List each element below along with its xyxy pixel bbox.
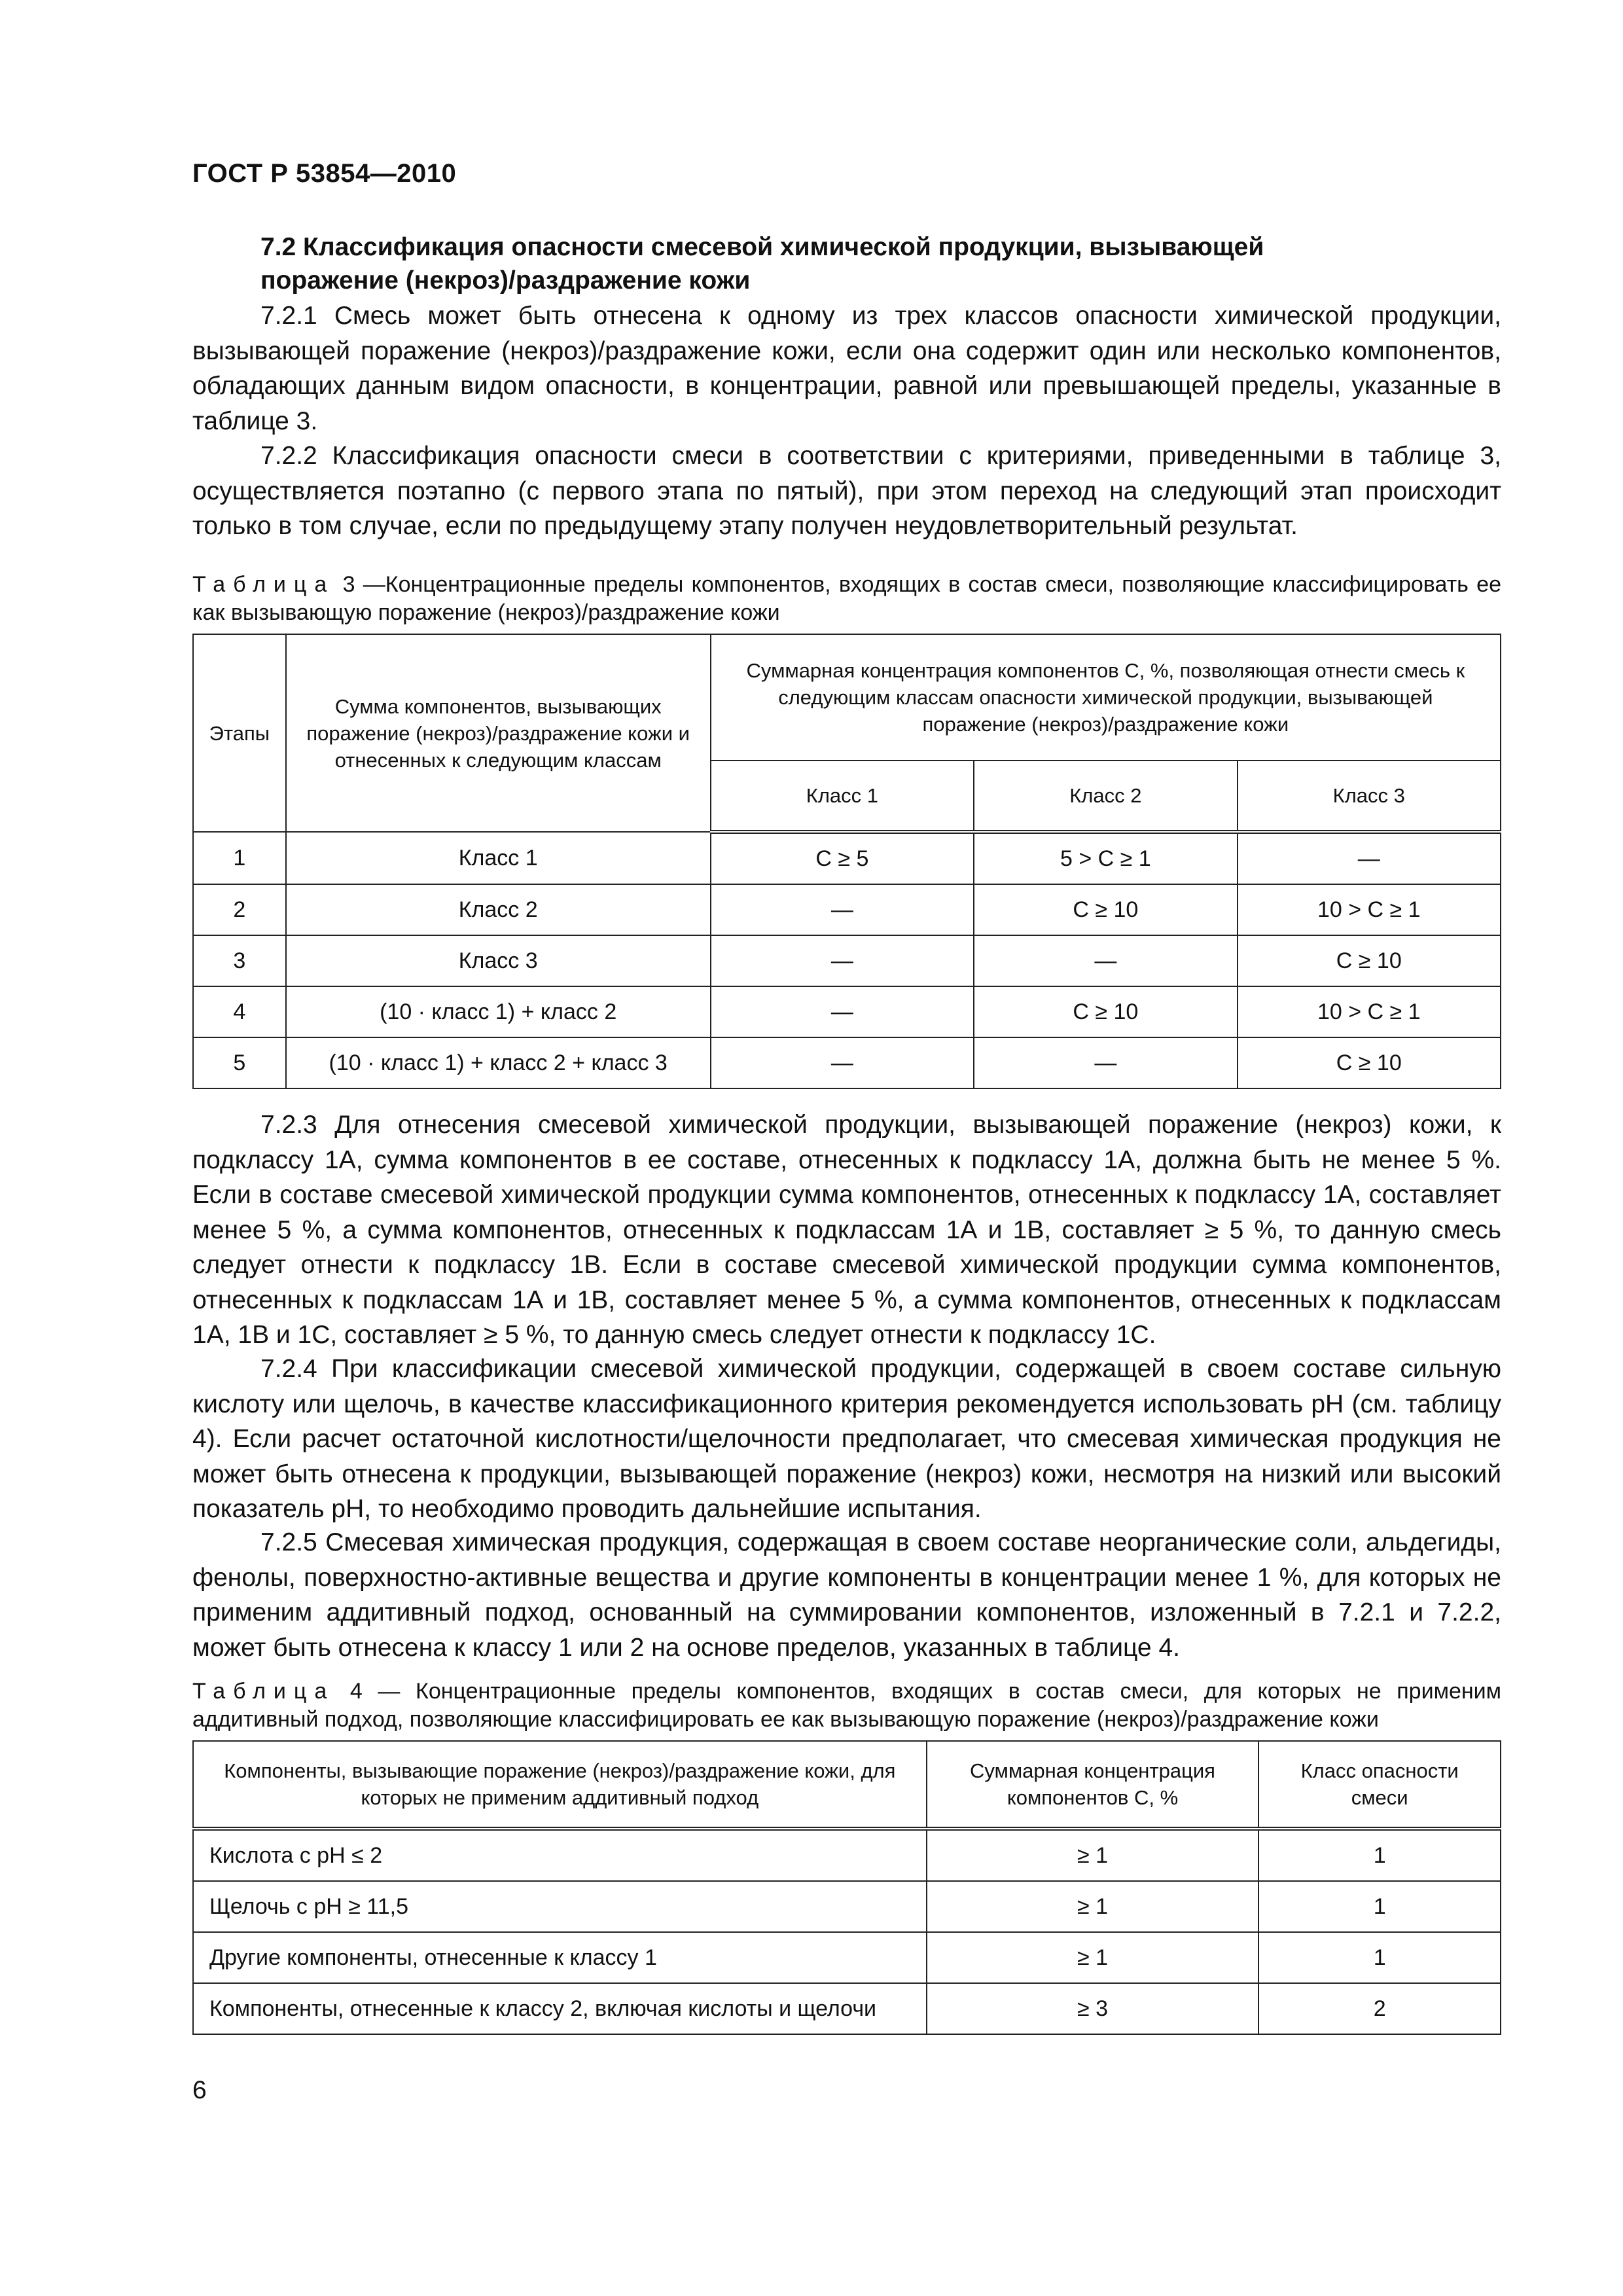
table3-c2: —: [974, 1037, 1237, 1088]
section-title-line2: поражение (некроз)/раздражение кожи: [260, 266, 751, 295]
table-row: [193, 935, 1501, 986]
table4-concentration: ≥ 3: [927, 1983, 1259, 2034]
table3-sum: Класс 3: [286, 935, 711, 986]
paragraph-7-2-3: 7.2.3 Для отнесения смесевой химической продукции, вызывающей поражение (некроз) кожи, к подклассу 1А, сумма компонентов в ее составе, отнесенных к подклассу 1А, должна быть не менее 5 %. Если в составе смесевой химической продукции сумма компонентов, отнесенных к подклассу 1А, составляет менее 5 %, а сумма компонентов, отнесенных к подклассам 1А и 1В, составляет ≥ 5 %, то данную смесь следует отнести к подклассу 1В. Если в составе смесевой химической продукции сумма компонентов, отнесенных к подклассам 1А и 1В, составляет менее 5 %, а сумма компонентов, отнесенных к подклассам 1А, 1В и 1С, составляет ≥ 5 %, то данную смесь следует отнести к подклассу 1С.: [192, 1111, 1501, 1349]
table4-col-class: Класс опасности смеси: [1258, 1741, 1501, 1829]
table-row: [193, 1881, 1501, 1932]
table3-c1: —: [711, 1037, 974, 1088]
table-3: [192, 634, 1501, 1089]
table-row: [193, 1829, 1501, 1881]
table-row: [193, 884, 1501, 935]
table4-caption-label: Таблица: [192, 1679, 335, 1704]
table3-stage: 5: [193, 1037, 286, 1088]
table4-class: 1: [1258, 1829, 1501, 1881]
table4-col-concentration: Суммарная концентрация компонентов С, %: [927, 1741, 1259, 1829]
table-row: [193, 1983, 1501, 2034]
table4-class: 1: [1258, 1932, 1501, 1983]
table3-stage: 2: [193, 884, 286, 935]
table3-c3: C ≥ 10: [1238, 935, 1501, 986]
table4-concentration: ≥ 1: [927, 1932, 1259, 1983]
table3-c1: —: [711, 935, 974, 986]
table-4: [192, 1740, 1501, 2035]
table3-class1-header: Класс 1: [711, 761, 974, 832]
table4-col-components: Компоненты, вызывающие поражение (некроз)/раздражение кожи, для которых не применим аддитивный подход: [193, 1741, 927, 1829]
table3-sum: (10 · класс 1) + класс 2 + класс 3: [286, 1037, 711, 1088]
table4-class: 1: [1258, 1881, 1501, 1932]
table4-component: Компоненты, отнесенные к классу 2, включая кислоты и щелочи: [193, 1983, 927, 2034]
table3-stage: 3: [193, 935, 286, 986]
table4-component: Кислота с рН ≤ 2: [193, 1829, 927, 1881]
section-title-line1: 7.2 Классификация опасности смесевой химической продукции, вызывающей: [260, 233, 1264, 261]
table3-c1: —: [711, 884, 974, 935]
table4-component: Другие компоненты, отнесенные к классу 1: [193, 1932, 927, 1983]
paragraph-7-2-2: 7.2.2 Классификация опасности смеси в соответствии с критериями, приведенными в таблице 3, осуществляется поэтапно (с первого этапа по пятый), при этом переход на следующий этап происходит только в том случае, если по предыдущему этапу получен неудовлетворительный результат.: [192, 442, 1501, 540]
table3-stage: 4: [193, 986, 286, 1037]
table4-header-row: [193, 1741, 1501, 1829]
table4-caption: [192, 1677, 1501, 1734]
document-id: ГОСТ Р 53854—2010: [192, 159, 457, 188]
section-title: [260, 230, 1504, 297]
table-row: [193, 1932, 1501, 1983]
table3-col-total: Суммарная концентрация компонентов С, %, позволяющая отнести смесь к следующим классам опасности химической продукции, вызывающей поражение (некроз)/раздражение кожи: [711, 634, 1501, 761]
table3-caption-label: Таблица: [192, 572, 335, 597]
table3-sum: Класс 2: [286, 884, 711, 935]
table3-caption-text: 3 —Концентрационные пределы компонентов, входящих в состав смеси, позволяющие классифицировать ее как вызывающую поражение (некроз)/раздражение кожи: [192, 572, 1501, 625]
table3-caption: [192, 571, 1501, 627]
table4-caption-text: 4 — Концентрационные пределы компонентов, входящих в состав смеси, для которых не применим аддитивный подход, позволяющие классифицировать ее как вызывающую поражение (некроз)/раздражение кожи: [192, 1679, 1501, 1732]
table3-class3-header: Класс 3: [1238, 761, 1501, 832]
table4-component: Щелочь с рН ≥ 11,5: [193, 1881, 927, 1932]
table3-c1: C ≥ 5: [711, 832, 974, 884]
table-row: [193, 832, 1501, 884]
table3-c3: 10 > C ≥ 1: [1238, 986, 1501, 1037]
table-row: [193, 1037, 1501, 1088]
table3-class2-header: Класс 2: [974, 761, 1237, 832]
paragraph-7-2-4: 7.2.4 При классификации смесевой химической продукции, содержащей в своем составе сильную кислоту или щелочь, в качестве классификационного критерия рекомендуется использовать рН (см. таблицу 4). Если расчет остаточной кислотности/щелочности предполагает, что смесевая химическая продукция не может быть отнесена к продукции, вызывающей поражение (некроз) кожи, несмотря на низкий или высокий показатель рН, то необходимо проводить дальнейшие испытания.: [192, 1355, 1501, 1523]
table4-concentration: ≥ 1: [927, 1829, 1259, 1881]
table3-c2: 5 > C ≥ 1: [974, 832, 1237, 884]
table4-concentration: ≥ 1: [927, 1881, 1259, 1932]
table3-stage: 1: [193, 832, 286, 884]
table3-c2: C ≥ 10: [974, 986, 1237, 1037]
table4-class: 2: [1258, 1983, 1501, 2034]
paragraph-7-2-1: 7.2.1 Смесь может быть отнесена к одному из трех классов опасности химической продукции, вызывающей поражение (некроз)/раздражение кожи, если она содержит один или несколько компонентов, обладающих данным видом опасности, в концентрации, равной или превышающей пределы, указанные в таблице 3.: [192, 302, 1501, 435]
table3-c3: 10 > C ≥ 1: [1238, 884, 1501, 935]
table3-c2: —: [974, 935, 1237, 986]
page-number: 6: [192, 2076, 207, 2104]
table3-header-row: [193, 634, 1501, 761]
table-row: [193, 986, 1501, 1037]
table3-sum: Класс 1: [286, 832, 711, 884]
table3-c3: —: [1238, 832, 1501, 884]
table3-c2: C ≥ 10: [974, 884, 1237, 935]
table3-col-stage: Этапы: [193, 634, 286, 832]
table3-sum: (10 · класс 1) + класс 2: [286, 986, 711, 1037]
table3-c1: —: [711, 986, 974, 1037]
paragraph-7-2-5: 7.2.5 Смесевая химическая продукция, содержащая в своем составе неорганические соли, альдегиды, фенолы, поверхностно-активные вещества и другие компоненты в концентрации менее 1 %, для которых не применим аддитивный подход, основанный на суммировании компонентов, изложенный в 7.2.1 и 7.2.2, может быть отнесена к классу 1 или 2 на основе пределов, указанных в таблице 4.: [192, 1528, 1501, 1662]
table3-c3: C ≥ 10: [1238, 1037, 1501, 1088]
table3-col-sum: Сумма компонентов, вызывающих поражение (некроз)/раздражение кожи и отнесенных к следующим классам: [286, 634, 711, 832]
